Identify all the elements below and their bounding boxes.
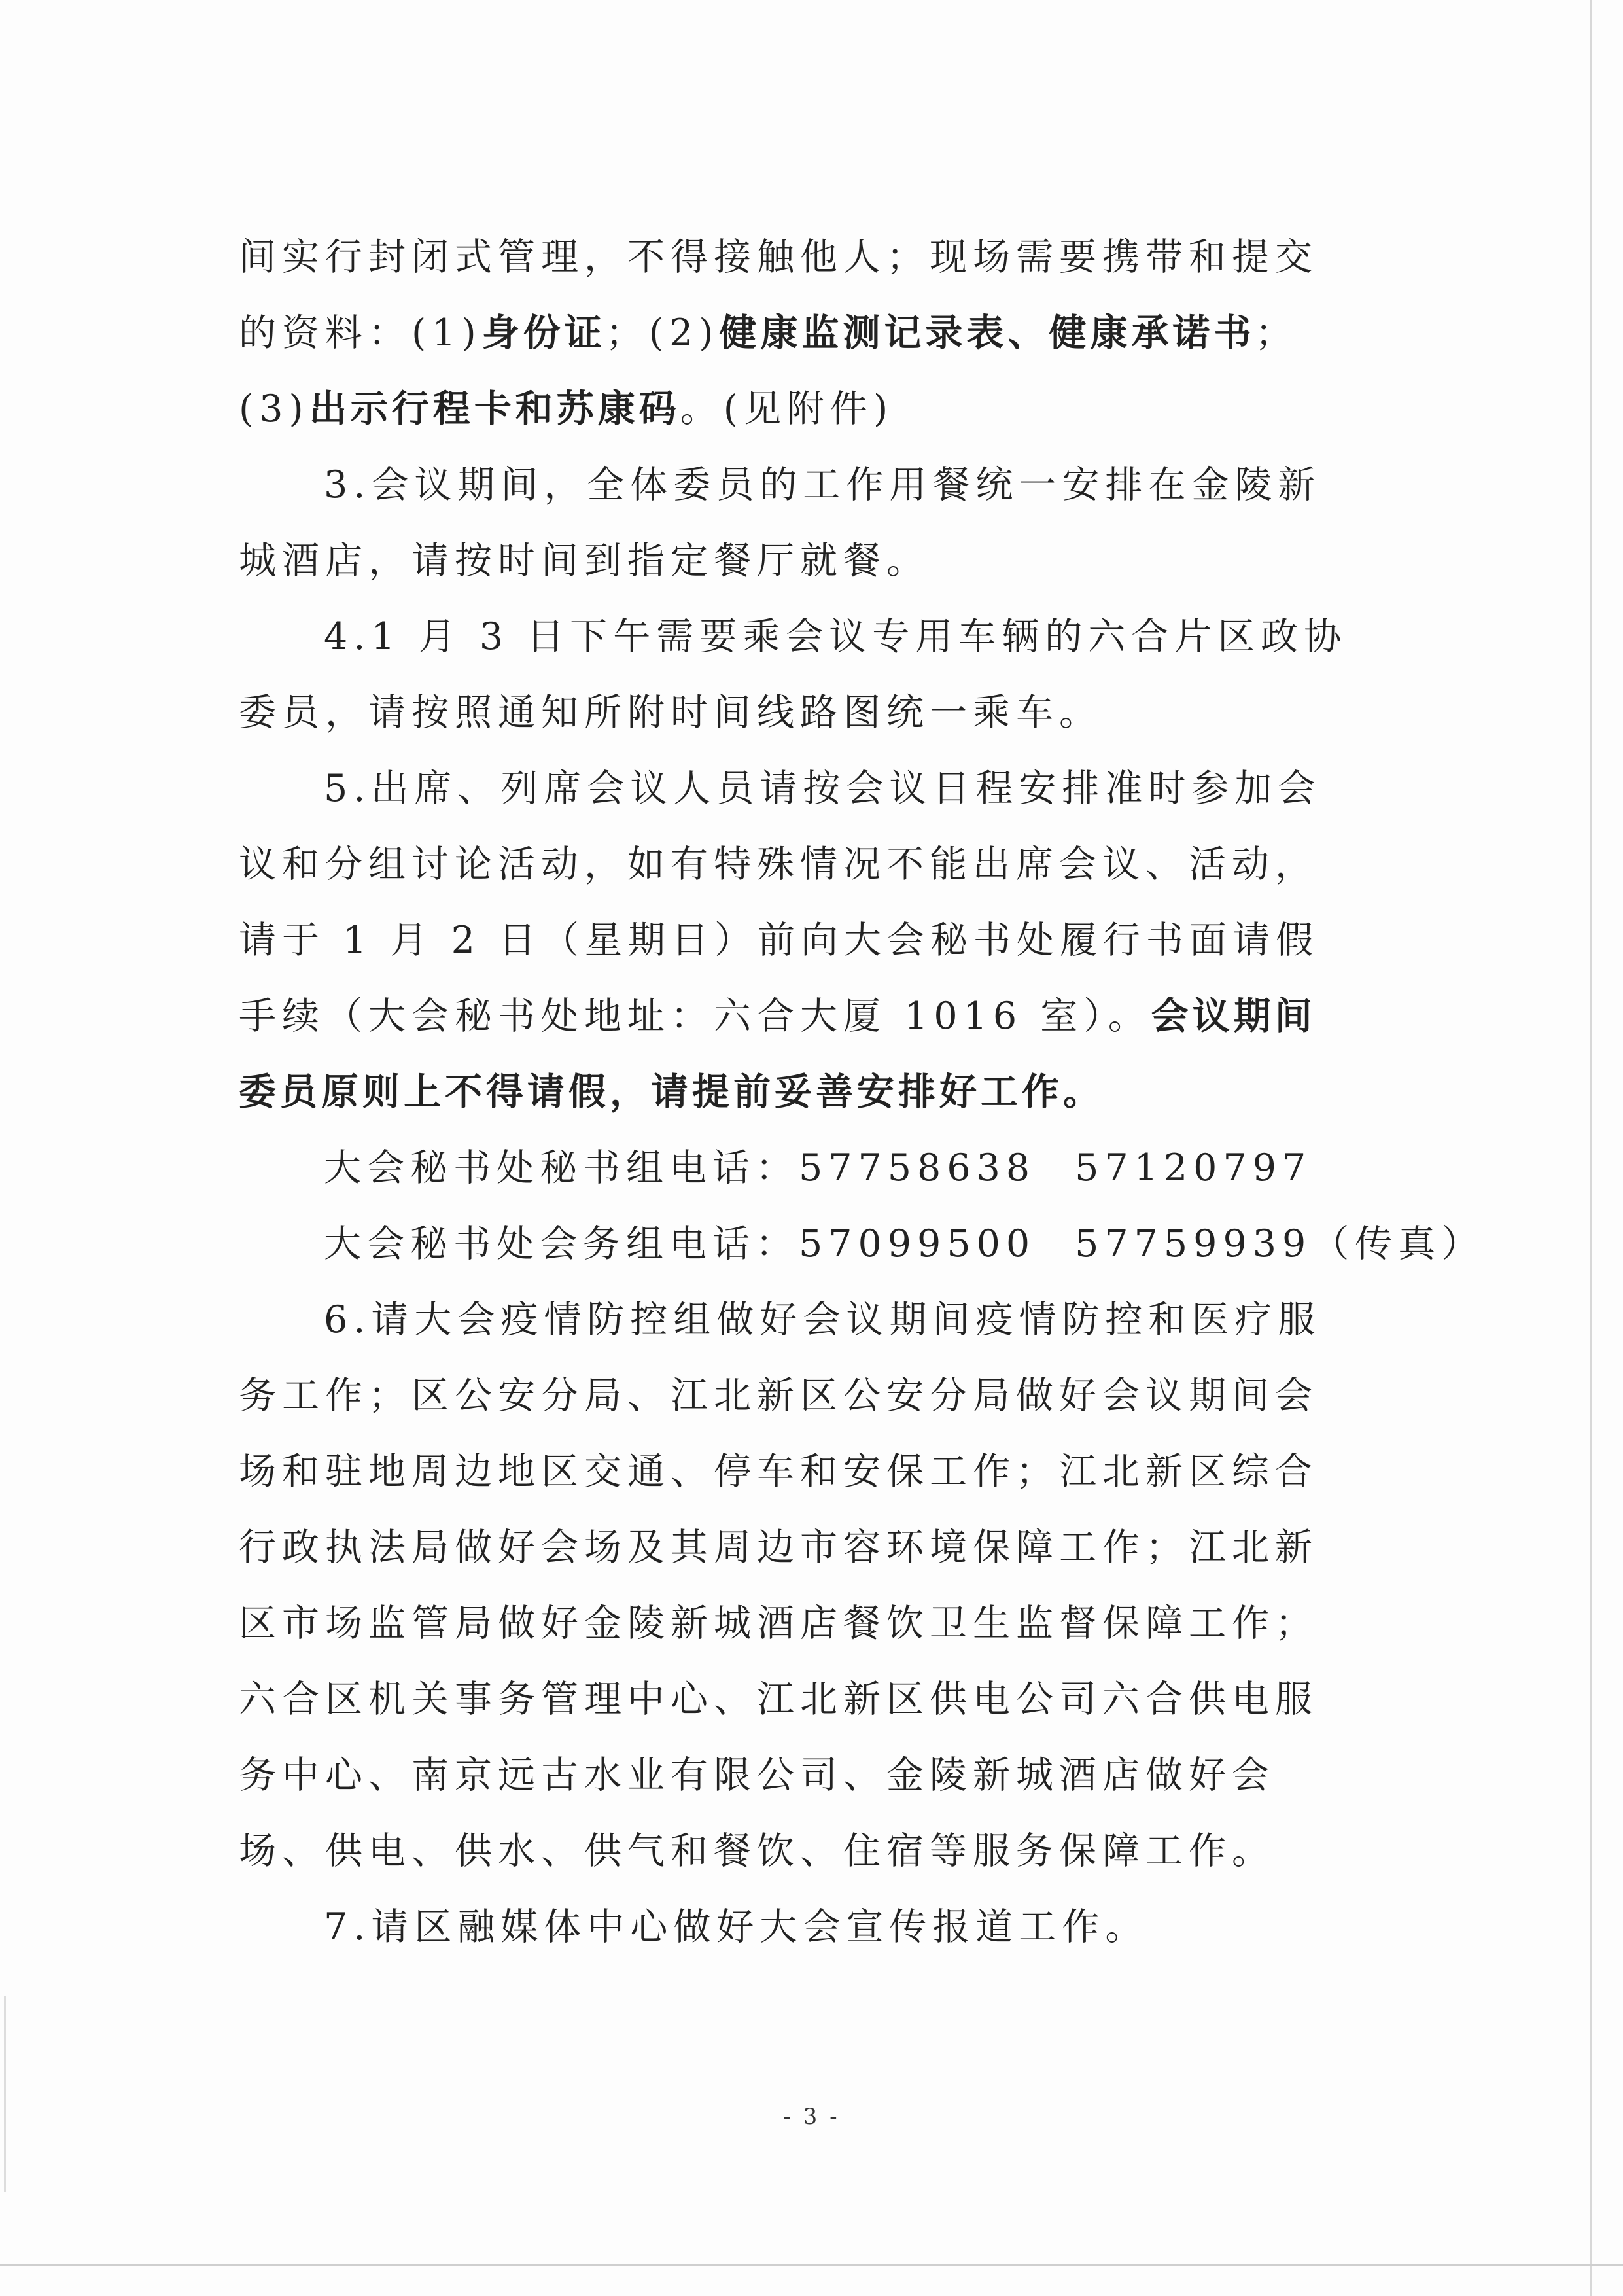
paragraph-item-6: 6.请大会疫情防控组做好会议期间疫情防控和医疗服务工作；区公安分局、江北新区公安分局做好会议期间会场和驻地周边地区交通、停车和安保工作；江北新区综合行政执法局做好会场及其周边市容环境保障工作；江北新区市场监管局做好金陵新城酒店餐饮卫生监督保障工作；六合区机关事务管理中心、江北新区供电公司六合供电服务中心、南京远古水业有限公司、金陵新城酒店做好会场、供电、供水、供气和餐饮、住宿等服务保障工作。 bbox=[239, 1298, 1321, 1873]
text-segment: 间实行封闭式管理，不得接触他人；现场需要携带和提交的资料：(1) bbox=[239, 236, 1318, 355]
bold-text-travel-code: 出示行程卡和苏康码 bbox=[309, 387, 680, 431]
scan-edge-left bbox=[4, 1996, 6, 2192]
phone-number: 57099500 bbox=[799, 1222, 1036, 1265]
phone-number-fax: 57759939（传真） bbox=[1075, 1222, 1485, 1265]
phone-number: 57758638 bbox=[799, 1146, 1036, 1190]
scan-edge-right bbox=[1590, 0, 1592, 2296]
document-body bbox=[239, 219, 1485, 1965]
text-segment: ；(3) bbox=[239, 311, 1299, 431]
paragraph-materials bbox=[239, 219, 1351, 447]
phone-label: 大会秘书处秘书组电话： bbox=[324, 1146, 799, 1190]
scan-edge-bottom bbox=[0, 2264, 1623, 2266]
phone-line-secretary-group bbox=[239, 1130, 1351, 1206]
page-number: - 3 - bbox=[783, 2104, 840, 2130]
text-segment: 5.出席、列席会议人员请按会议日程安排准时参加会议和分组讨论活动，如有特殊情况不能出席会议、活动，请于 1 月 2 日（星期日）前向大会秘书处履行书面请假手续（大会秘书处地址：六合大厦 1016 室）。 bbox=[239, 767, 1321, 1038]
paragraph-item-4: 4.1 月 3 日下午需要乘会议专用车辆的六合片区政协委员，请按照通知所附时间线路图统一乘车。 bbox=[239, 615, 1348, 734]
phone-line-affairs-group bbox=[239, 1206, 1485, 1282]
bold-text-id-card: 身份证 bbox=[481, 311, 606, 355]
bold-text-no-leave: 会议期间委员原则上不得请假，请提前妥善安排好工作。 bbox=[239, 995, 1316, 1114]
text-segment: 。(见附件) bbox=[680, 387, 894, 431]
text-segment: ；(2) bbox=[605, 311, 720, 355]
phone-number: 57120797 bbox=[1075, 1146, 1312, 1190]
paragraph-item-7: 7.请区融媒体中心做好大会宣传报道工作。 bbox=[324, 1905, 1149, 1949]
paragraph-item-3: 3.会议期间，全体委员的工作用餐统一安排在金陵新城酒店，请按时间到指定餐厅就餐。 bbox=[239, 463, 1321, 582]
phone-label: 大会秘书处会务组电话： bbox=[324, 1222, 799, 1265]
bold-text-health-forms: 健康监测记录表、健康承诺书 bbox=[719, 311, 1255, 355]
paragraph-item-5 bbox=[239, 751, 1351, 1130]
